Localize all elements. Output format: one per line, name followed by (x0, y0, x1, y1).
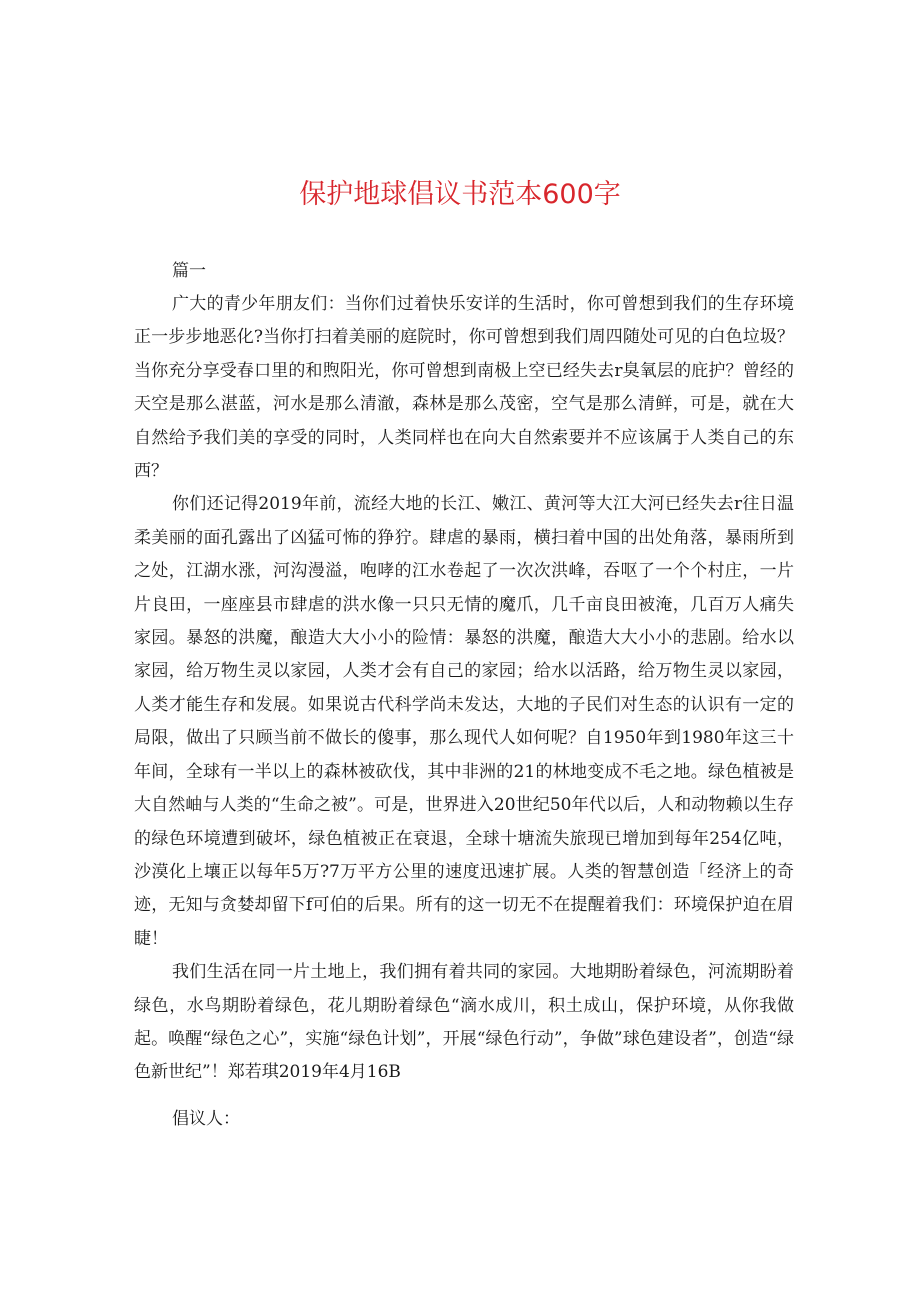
document-title: 保护地球倡议书范本600字 (299, 179, 621, 210)
paragraph-2: 你们还记得2019年前，流经大地的长江、嫩江、黄河等大江大河已经失去r往日温柔美丽的面孔露出了凶猛可怖的狰狞。肆虐的暴雨，横扫着中国的出处角落，暴雨所到之处，江湖水涨，河沟漫溢，咆哮的江水卷起了一次次洪峰，吞呕了一个个村庄，一片片良田，一座座县市肆虐的洪水像一只只无情的魔爪，几千亩良田被淹，几百万人痛失家园。暴怒的洪魔，酿造大大小小的险情：暴怒的洪魔，酿造大大小小的悲剧。给水以家园，给万物生灵以家园，人类才会有自己的家园；给水以活路，给万物生灵以家园，人类才能生存和发展。如果说古代科学尚未发达，大地的子民们对生态的认识有一定的局限，做出了只顾当前不做长的傻事，那么现代人如何呢？自1950年到1980年这三十年间，全球有一半以上的森林被砍伐，其中非洲的21的林地变成不毛之地。绿色植被是大自然岫与人类的“生命之被”。可是，世界进入20世纪50年代以后，人和动物赖以生存的绿色环境遭到破坏，绿色植被正在衰退，全球十塘流失旅现已增加到每年254亿吨，沙漠化上壤正以每年5万?7万平方公里的速度迅速扩展。人类的智慧创造「经济上的奇迹，无知与贪婪却留下f可伯的后果。所有的这一切无不在提醒着我们：环境保护迫在眉睫！ (134, 494, 794, 949)
section-label: 篇一 (172, 261, 206, 281)
signer-label: 倡议人： (172, 1109, 240, 1129)
paragraph-1: 广大的青少年朋友们：当你们过着快乐安详的生活时，你可曾想到我们的生存环境正一步步地恶化?当你打扫着美丽的庭院时，你可曾想到我们周四随处可见的白色垃圾？当你充分享受春口里的和煦阳光，你可曾想到南极上空已经失去r臭氧层的庇护？曾经的天空是那么湛蓝，河水是那么清澈，森林是那么茂密，空气是那么清鲜，可是，就在大自然给予我们美的享受的同时，人类同样也在向大自然索要并不应该属于人类自己的东西？ (134, 294, 794, 482)
paragraph-3: 我们生活在同一片土地上，我们拥有着共同的家园。大地期盼着绿色，河流期盼着绿色，水鸟期盼着绿色，花儿期盼着绿色“滴水成川，积土成山，保护环境，从你我做起。唤醒“绿色之心”，实施“绿色计划”，开展“绿色行动”，争做”球色建设者”，创造“绿色新世纪”！郑若琪2019年4月16B (134, 962, 794, 1083)
document-body (134, 288, 794, 1090)
